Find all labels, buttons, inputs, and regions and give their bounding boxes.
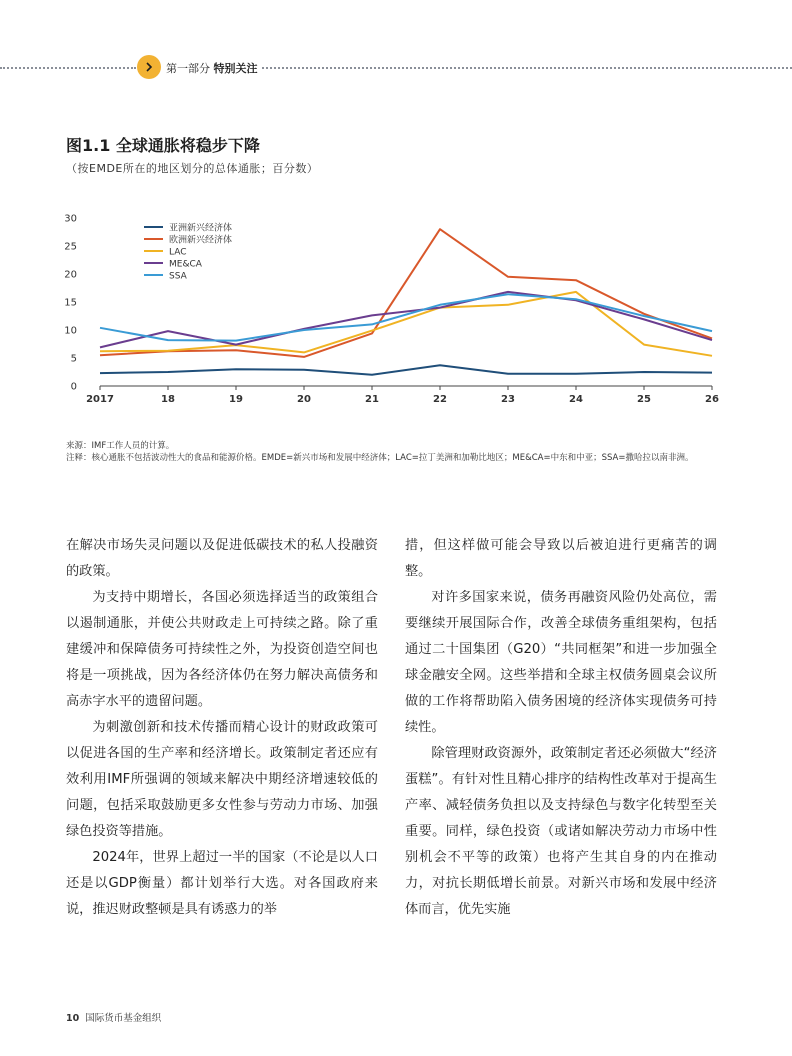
paragraph: 除管理财政资源外，政策制定者还必须做大“经济蛋糕”。有针对性且精心排序的结构性改革对于提高生产率、减轻债务负担以及支持绿色与数字化转型至关重要。同样，绿色投资（或诸如解决劳动力市场中性别机会不平等的政策）也将产生其自身的内在推动力，对抗长期低增长前景。对新兴市场和发展中经济体而言，优先实施 (405, 746, 717, 917)
y-axis (64, 214, 77, 393)
figure-source: 来源：IMF工作人员的计算。 (66, 441, 175, 451)
paragraph: 对许多国家来说，债务再融资风险仍处高位，需要继续开展国际合作，改善全球债务重组架构，包括通过二十国集团（G20）“共同框架”和进一步加强全球金融安全网。这些举措和全球主权债务圆桌会议所做的工作将帮助陷入债务困境的经济体实现债务可持续性。 (405, 590, 717, 735)
legend-label: 亚洲新兴经济体 (169, 223, 233, 234)
x-axis (86, 386, 719, 405)
series-lines (100, 229, 712, 375)
x-tick-label: 19 (229, 394, 243, 405)
page-footer (66, 1010, 161, 1024)
figure-note: 注释：核心通胀不包括波动性大的食品和能源价格。EMDE=新兴市场和发展中经济体；LAC=拉丁美洲和加勒比地区；ME&CA=中东和中亚；SSA=撒哈拉以南非洲。 (66, 453, 694, 463)
paragraph: 措，但这样做可能会导致以后被迫进行更痛苦的调整。 (405, 538, 717, 579)
y-tick-label: 0 (70, 381, 77, 393)
legend-label: LAC (169, 247, 187, 258)
chevron-right-icon (137, 55, 161, 79)
body-column-right (405, 533, 717, 923)
y-tick-label: 5 (70, 353, 77, 365)
x-tick-label: 25 (637, 394, 651, 405)
legend-label: 欧洲新兴经济体 (169, 235, 233, 246)
figure-title: 图1.1 全球通胀将稳步下降 (66, 136, 260, 155)
paragraph: 为刺激创新和技术传播而精心设计的财政政策可以促进各国的生产率和经济增长。政策制定者还应有效利用IMF所强调的领域来解决中期经济增速较低的问题，包括采取鼓励更多女性参与劳动力市场、加强绿色投资等措施。 (66, 720, 378, 839)
legend-label: SSA (169, 271, 187, 282)
paragraph: 在解决市场失灵问题以及促进低碳技术的私人投融资的政策。 (66, 538, 378, 579)
paragraph: 为支持中期增长，各国必须选择适当的政策组合以遏制通胀，并使公共财政走上可持续之路。除了重建缓冲和保障债务可持续性之外，为投资创造空间也将是一项挑战，因为各经济体仍在努力解决高债务和高赤字水平的遗留问题。 (66, 590, 378, 709)
y-tick-label: 10 (64, 325, 77, 337)
header-dotted-rule-right (262, 67, 792, 69)
series-line (100, 365, 712, 375)
figure-notes (66, 440, 716, 464)
y-tick-label: 25 (64, 241, 77, 253)
x-tick-label: 18 (161, 394, 175, 405)
running-header (166, 60, 258, 76)
body-column-left (66, 533, 378, 923)
x-tick-label: 22 (433, 394, 447, 405)
y-tick-label: 20 (64, 269, 77, 281)
header-section-title: 特别关注 (213, 62, 258, 75)
inflation-line-chart (60, 205, 720, 415)
footer-org: 国际货币基金组织 (85, 1013, 162, 1024)
page-number: 10 (66, 1013, 80, 1024)
figure-subtitle: （按EMDE所在的地区划分的总体通胀；百分数） (66, 162, 319, 175)
legend-label: ME&CA (169, 259, 202, 270)
x-tick-label: 20 (297, 394, 311, 405)
paragraph: 2024年，世界上超过一半的国家（不论是以人口还是以GDP衡量）都计划举行大选。对各国政府来说，推迟财政整顿是具有诱惑力的举 (66, 850, 378, 917)
x-tick-label: 24 (569, 394, 583, 405)
series-line (100, 229, 712, 357)
legend (144, 222, 232, 282)
x-tick-label: 23 (501, 394, 515, 405)
y-tick-label: 30 (64, 213, 77, 225)
header-section: 第一部分 (166, 62, 210, 75)
x-tick-label: 21 (365, 394, 379, 405)
y-tick-label: 15 (64, 297, 77, 309)
header-dotted-rule (0, 67, 136, 69)
x-tick-label: 26 (705, 394, 719, 405)
x-tick-label: 2017 (86, 394, 114, 405)
